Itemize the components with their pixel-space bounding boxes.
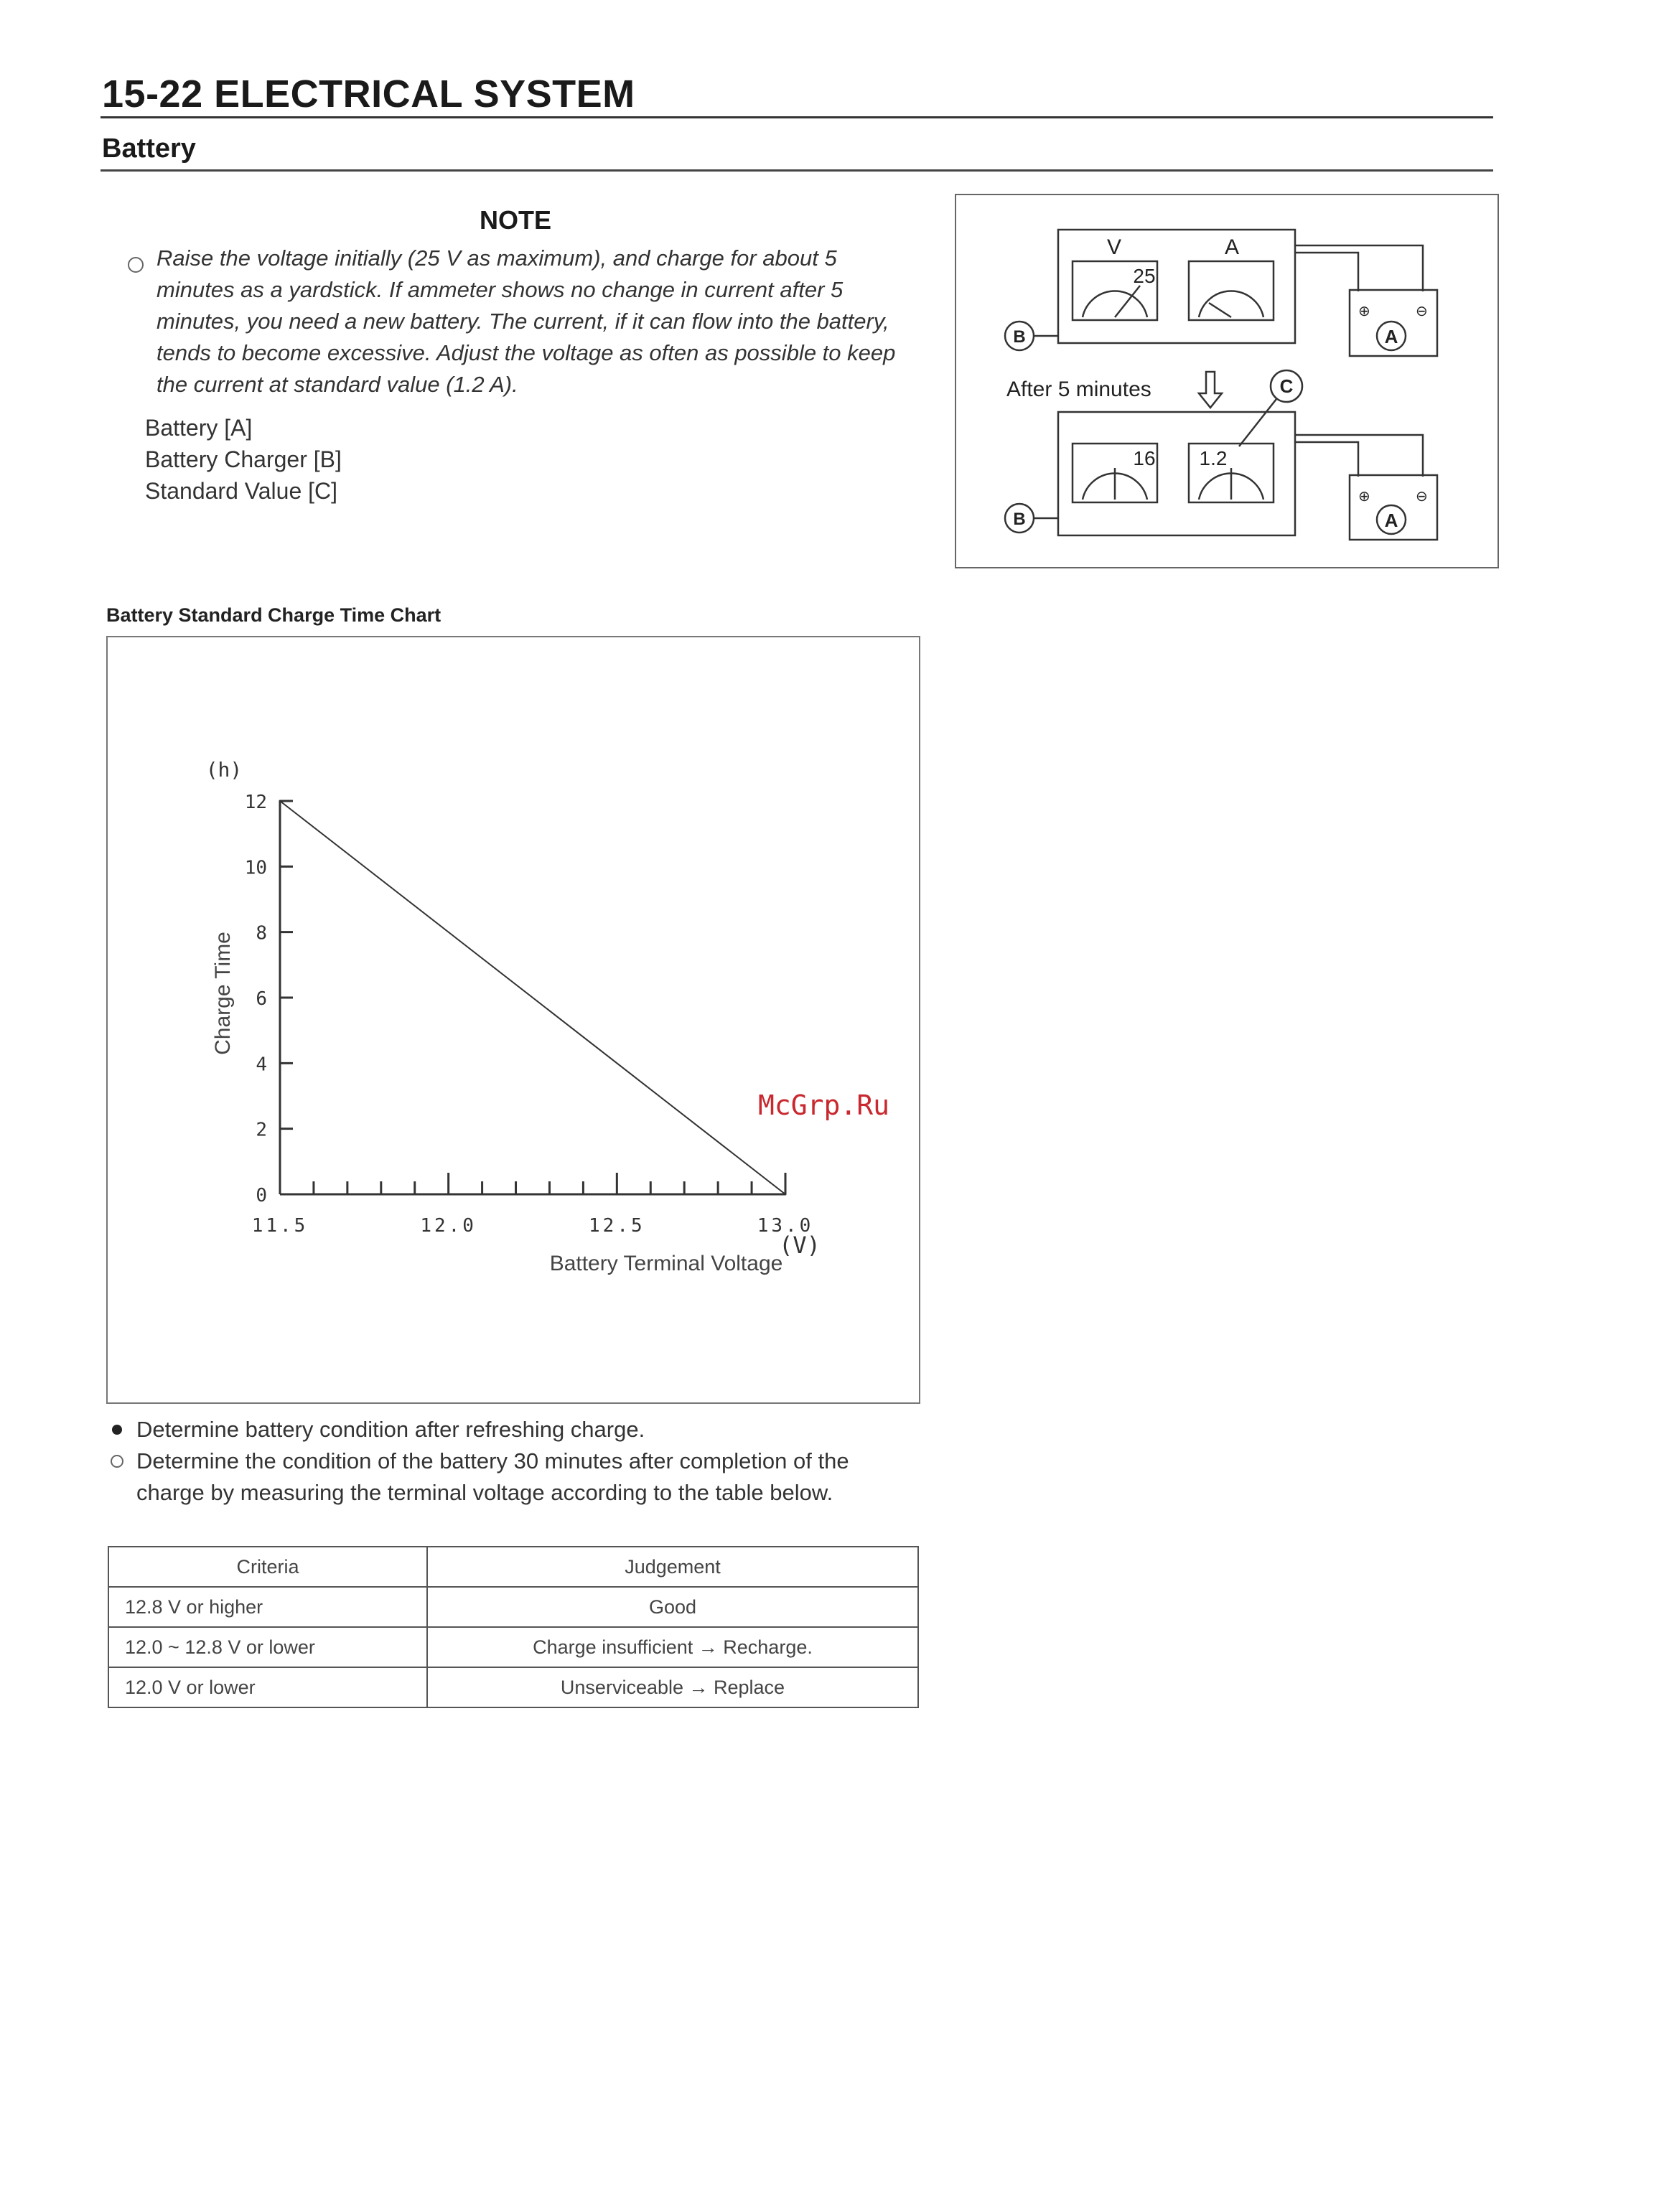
- voltage-reading-before: 25: [1133, 265, 1156, 287]
- header-rule: [101, 116, 1493, 118]
- voltmeter-top-dial: [1083, 291, 1147, 317]
- battery-bottom-minus: ⊖: [1416, 489, 1428, 505]
- judgement-table: [108, 1546, 919, 1708]
- y-tick-label: 4: [256, 1054, 267, 1076]
- section-rule: [101, 169, 1493, 172]
- y-tick-label: 0: [256, 1185, 267, 1206]
- callout-standard-label: C: [1279, 375, 1294, 397]
- table-header-criteria: Criteria: [108, 1547, 427, 1587]
- note-paragraph: Raise the voltage initially (25 V as maximum), and charge for about 5 minutes as a yardstick. If ammeter shows no change in current after 5 minutes, you need a new battery. The current, if it can flow into the battery, tends to become excessive. Adjust the voltage as often as possible to keep the current at standard value (1.2 A).: [156, 245, 896, 397]
- y-axis-unit: (h): [205, 758, 243, 782]
- table-cell: Charge insufficient → Recharge.: [427, 1627, 918, 1667]
- table-cell: Unserviceable → Replace: [427, 1667, 918, 1707]
- legend-standard-value: Standard Value [C]: [145, 478, 338, 504]
- table-header-row: [108, 1547, 918, 1587]
- charger-bottom: [1058, 412, 1295, 535]
- note-title: NOTE: [480, 205, 552, 235]
- table-header-judgement: Judgement: [427, 1547, 918, 1587]
- chart-ticks: [245, 792, 814, 1237]
- callout-battery-bottom-label: A: [1384, 510, 1398, 531]
- list-item-text: Determine battery condition after refreshing charge.: [136, 1417, 645, 1442]
- legend-charger: Battery Charger [B]: [145, 446, 342, 472]
- battery-top-minus: ⊖: [1416, 304, 1428, 319]
- watermark: McGrp.Ru: [758, 1089, 890, 1121]
- x-axis-unit: (V): [779, 1232, 821, 1259]
- chart-series: [279, 800, 787, 1196]
- table-row: [108, 1667, 918, 1707]
- x-tick-label: 11.5: [251, 1215, 309, 1237]
- instructions-list: [108, 1414, 919, 1509]
- table-row: [108, 1627, 918, 1667]
- page-title: 15-22 ELECTRICAL SYSTEM: [102, 72, 635, 116]
- list-item: [108, 1445, 919, 1509]
- y-axis-label: Charge Time: [211, 932, 235, 1055]
- table-cell: 12.8 V or higher: [108, 1587, 427, 1627]
- table-cell: 12.0 ~ 12.8 V or lower: [108, 1627, 427, 1667]
- charger-diagram: [955, 194, 1499, 568]
- table-cell: Good: [427, 1587, 918, 1627]
- after-five-minutes-label: After 5 minutes: [1006, 378, 1151, 401]
- y-tick-label: 2: [256, 1119, 267, 1141]
- callout-charger-top-label: B: [1013, 327, 1026, 347]
- charge-time-line: [280, 801, 785, 1194]
- note-text: [128, 243, 916, 400]
- current-reading-after: 1.2: [1199, 447, 1228, 469]
- voltage-reading-after: 16: [1133, 447, 1156, 469]
- list-item-text: Determine the condition of the battery 30 minutes after completion of the charge by measuring the terminal voltage according to the table below.: [136, 1448, 849, 1505]
- y-tick-label: 12: [244, 792, 267, 813]
- battery-bottom-plus: ⊕: [1358, 489, 1370, 505]
- y-tick-label: 10: [244, 857, 267, 879]
- section-title: Battery: [102, 133, 196, 164]
- voltmeter-label-top: V: [1106, 235, 1122, 259]
- chart-caption: Battery Standard Charge Time Chart: [106, 604, 441, 626]
- bullet-dot-icon: [112, 1425, 122, 1435]
- battery-top-plus: ⊕: [1358, 304, 1370, 319]
- bullet-circle-icon: [111, 1455, 123, 1468]
- ammeter-label-top: A: [1224, 235, 1240, 259]
- x-tick-label: 12.5: [589, 1215, 645, 1237]
- diagram-legend: [145, 412, 342, 507]
- charge-time-chart: [108, 637, 919, 1402]
- chart-frame: [106, 636, 920, 1404]
- data-point: [279, 800, 281, 802]
- legend-battery: Battery [A]: [145, 415, 253, 441]
- data-point: [785, 1194, 787, 1196]
- charger-diagram-svg: [956, 195, 1498, 567]
- callout-battery-top-label: A: [1384, 326, 1398, 347]
- list-item: [108, 1414, 919, 1445]
- x-axis-label: Battery Terminal Voltage: [549, 1252, 783, 1275]
- x-tick-label: 13.0: [757, 1215, 814, 1237]
- table-row: [108, 1587, 918, 1627]
- x-tick-label: 12.0: [420, 1215, 477, 1237]
- down-arrow-icon: [1199, 372, 1222, 408]
- ammeter-top-dial: [1199, 291, 1263, 317]
- charger-top: [1058, 230, 1295, 343]
- table-cell: 12.0 V or lower: [108, 1667, 427, 1707]
- y-tick-label: 8: [256, 922, 267, 945]
- y-tick-label: 6: [256, 988, 267, 1010]
- callout-charger-bottom-label: B: [1013, 510, 1026, 529]
